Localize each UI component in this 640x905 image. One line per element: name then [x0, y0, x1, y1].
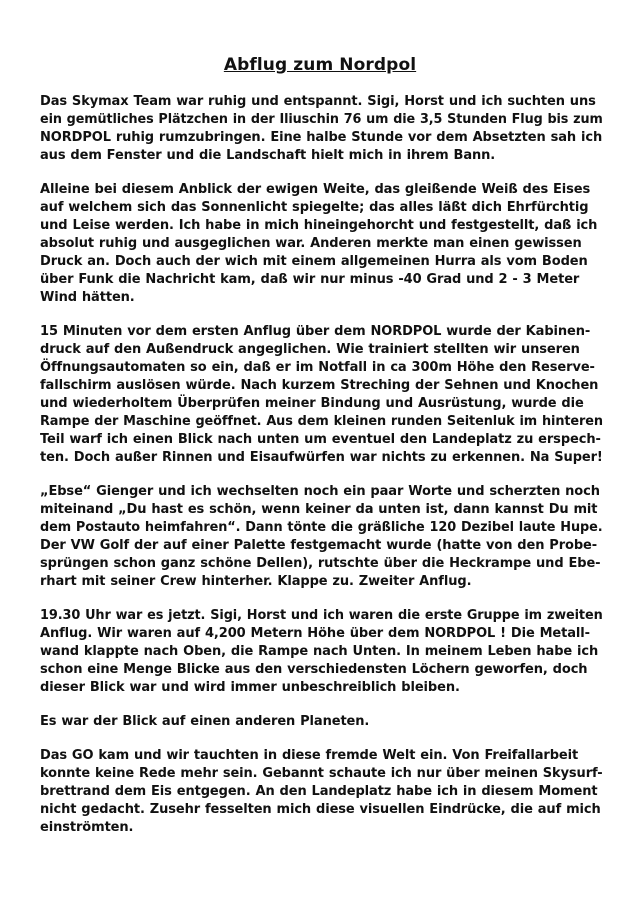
text-line: absolut ruhig und ausgeglichen war. Anderen merkte man einen gewissen	[40, 236, 582, 251]
paragraph	[40, 483, 603, 591]
text-line: brettrand dem Eis entgegen. An den Landeplatz habe ich in diesem Moment	[40, 784, 598, 799]
text-line: rhart mit seiner Crew hinterher. Klappe zu. Zweiter Anflug.	[40, 574, 472, 589]
text-line: nicht gedacht. Zusehr fesselten mich diese visuellen Eindrücke, die auf mich	[40, 802, 601, 817]
text-line: ten. Doch außer Rinnen und Eisaufwürfen war nichts zu erkennen. Na Super!	[40, 450, 603, 465]
text-line: 15 Minuten vor dem ersten Anflug über dem NORDPOL wurde der Kabinen-	[40, 324, 591, 339]
text-line: 19.30 Uhr war es jetzt. Sigi, Horst und ich waren die erste Gruppe im zweiten	[40, 608, 603, 623]
text-line: druck auf den Außendruck angeglichen. Wie trainiert stellten wir unseren	[40, 342, 580, 357]
paragraph	[40, 713, 603, 731]
text-line: Anflug. Wir waren auf 4,200 Metern Höhe über dem NORDPOL ! Die Metall-	[40, 626, 590, 641]
text-line: Teil warf ich einen Blick nach unten um eventuel den Landeplatz zu erspech-	[40, 432, 601, 447]
text-line: Das GO kam und wir tauchten in diese fremde Welt ein. Von Freifallarbeit	[40, 748, 579, 763]
text-line: aus dem Fenster und die Landschaft hielt mich in ihrem Bann.	[40, 148, 496, 163]
text-line: „Ebse“ Gienger und ich wechselten noch ein paar Worte und scherzten noch	[40, 484, 600, 499]
paragraph	[40, 747, 603, 837]
text-line: ein gemütliches Plätzchen in der Iliuschin 76 um die 3,5 Stunden Flug bis zum	[40, 112, 603, 127]
text-line: dieser Blick war und wird immer unbeschreiblich bleiben.	[40, 680, 460, 695]
text-line: und Leise werden. Ich habe in mich hineingehorcht und festgestellt, daß ich	[40, 218, 598, 233]
text-line: über Funk die Nachricht kam, daß wir nur minus -40 Grad und 2 - 3 Meter	[40, 272, 580, 287]
text-line: Alleine bei diesem Anblick der ewigen Weite, das gleißende Weiß des Eises	[40, 182, 591, 197]
text-line: NORDPOL ruhig rumzubringen. Eine halbe Stunde vor dem Absetzten sah ich	[40, 130, 603, 145]
text-line: einströmten.	[40, 820, 134, 835]
text-line: Druck an. Doch auch der wich mit einem allgemeinen Hurra als vom Boden	[40, 254, 588, 269]
text-line: sprüngen schon ganz schöne Dellen), rutschte über die Heckrampe und Ebe-	[40, 556, 601, 571]
text-line: Rampe der Maschine geöffnet. Aus dem kleinen runden Seitenluk im hinteren	[40, 414, 603, 429]
paragraph	[40, 93, 603, 165]
text-line: und wiederholtem Überprüfen meiner Bindung und Ausrüstung, wurde die	[40, 396, 584, 411]
text-line: fallschirm auslösen würde. Nach kurzem Streching der Sehnen und Knochen	[40, 378, 599, 393]
text-line: Es war der Blick auf einen anderen Planeten.	[40, 714, 370, 729]
text-line: Wind hätten.	[40, 290, 135, 305]
document-body	[40, 93, 603, 853]
document-title: Abflug zum Nordpol	[223, 55, 417, 75]
text-line: schon eine Menge Blicke aus den verschiedensten Löchern geworfen, doch	[40, 662, 588, 677]
text-line: miteinand „Du hast es schön, wenn keiner da unten ist, dann kannst Du mit	[40, 502, 598, 517]
text-line: auf welchem sich das Sonnenlicht spiegelte; das alles läßt dich Ehrfürchtig	[40, 200, 589, 215]
text-line: Öffnungsautomaten so ein, daß er im Notfall in ca 300m Höhe den Reserve-	[40, 360, 595, 375]
text-line: dem Postauto heimfahren“. Dann tönte die gräßliche 120 Dezibel laute Hupe.	[40, 520, 603, 535]
paragraph	[40, 607, 603, 697]
text-line: Der VW Golf der auf einer Palette festgemacht wurde (hatte von den Probe-	[40, 538, 598, 553]
paragraph	[40, 181, 603, 307]
text-line: konnte keine Rede mehr sein. Gebannt schaute ich nur über meinen Skysurf-	[40, 766, 603, 781]
paragraph	[40, 323, 603, 467]
text-line: Das Skymax Team war ruhig und entspannt. Sigi, Horst und ich suchten uns	[40, 94, 596, 109]
text-line: wand klappte nach Oben, die Rampe nach Unten. In meinem Leben habe ich	[40, 644, 599, 659]
